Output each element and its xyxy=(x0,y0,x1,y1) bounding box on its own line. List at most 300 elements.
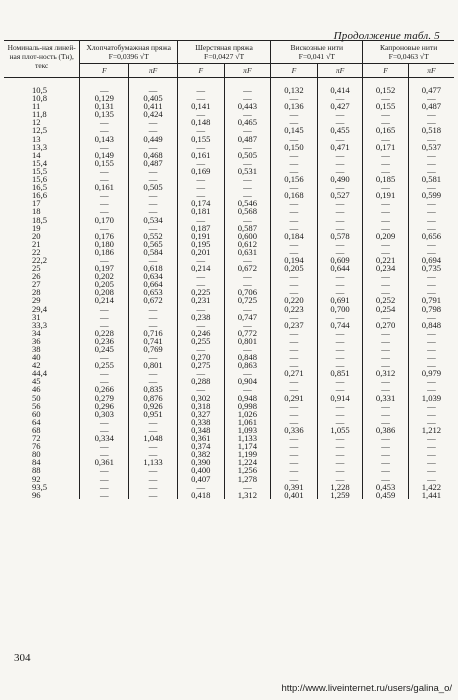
value-cell: 0,296 xyxy=(80,402,129,410)
value-cell: 1,039 xyxy=(421,392,442,403)
value-cell: — xyxy=(271,361,318,369)
value-cell: 0,487 xyxy=(129,159,178,167)
value-cell: — xyxy=(317,434,363,442)
value-cell: 0,275 xyxy=(177,361,224,369)
value-cell: — xyxy=(317,199,363,207)
value-cell: 0,801 xyxy=(224,337,271,345)
value-cell: — xyxy=(224,86,271,94)
value-cell: — xyxy=(427,384,436,395)
value-cell: — xyxy=(363,159,409,167)
value-cell: — xyxy=(177,385,224,393)
value-cell: 1,212 xyxy=(421,424,442,435)
value-cell: 0,225 xyxy=(177,288,224,296)
value-cell: 0,706 xyxy=(224,288,271,296)
value-cell: 0,202 xyxy=(80,272,129,280)
density-cell: 11,8 xyxy=(4,110,80,118)
value-cell: — xyxy=(177,94,224,102)
value-cell: 0,769 xyxy=(129,345,178,353)
value-cell: — xyxy=(427,449,436,460)
value-cell: 0,214 xyxy=(177,264,224,272)
value-cell: — xyxy=(80,321,129,329)
value-cell: — xyxy=(129,369,178,377)
density-cell: 15,6 xyxy=(4,175,80,183)
value-cell: — xyxy=(80,256,129,264)
value-cell: 0,171 xyxy=(363,143,409,151)
value-cell: 0,220 xyxy=(271,296,318,304)
value-cell: — xyxy=(271,183,318,191)
value-cell: 0,998 xyxy=(224,402,271,410)
value-cell: — xyxy=(427,222,436,233)
value-cell: — xyxy=(427,352,436,363)
value-cell: — xyxy=(427,473,436,484)
value-cell: — xyxy=(317,183,363,191)
value-cell: — xyxy=(363,345,409,353)
value-cell: 0,209 xyxy=(363,232,409,240)
value-cell: — xyxy=(271,385,318,393)
value-cell: 0,505 xyxy=(224,151,271,159)
value-cell: 0,135 xyxy=(80,110,129,118)
value-cell: — xyxy=(363,216,409,224)
value-cell: — xyxy=(427,416,436,427)
value-cell: — xyxy=(427,376,436,387)
value-cell: — xyxy=(271,224,318,232)
density-cell: 96 xyxy=(4,491,80,499)
value-cell: — xyxy=(271,280,318,288)
value-cell: — xyxy=(317,418,363,426)
value-cell: 0,505 xyxy=(129,183,178,191)
value-cell: 0,716 xyxy=(129,329,178,337)
value-cell: — xyxy=(80,118,129,126)
value-cell: 1,133 xyxy=(224,434,271,442)
value-cell: — xyxy=(224,272,271,280)
subheader-cell: F xyxy=(80,64,129,78)
value-cell: — xyxy=(177,321,224,329)
value-cell: — xyxy=(427,344,436,354)
value-cell: — xyxy=(271,248,318,256)
value-cell: 0,581 xyxy=(421,174,442,185)
value-cell: — xyxy=(363,167,409,175)
value-cell: — xyxy=(224,321,271,329)
density-cell: 45 xyxy=(4,377,80,385)
density-cell: 12,5 xyxy=(4,126,80,134)
value-cell: 0,195 xyxy=(177,240,224,248)
value-cell: — xyxy=(427,311,436,322)
value-cell: 0,214 xyxy=(80,296,129,304)
value-cell: 0,926 xyxy=(129,402,178,410)
value-cell: 0,361 xyxy=(177,434,224,442)
value-cell: — xyxy=(363,337,409,345)
value-cell: 0,234 xyxy=(363,264,409,272)
value-cell: 0,772 xyxy=(224,329,271,337)
density-cell: 50 xyxy=(4,394,80,402)
value-cell: — xyxy=(317,135,363,143)
value-cell: — xyxy=(317,280,363,288)
value-cell: 0,266 xyxy=(80,385,129,393)
value-cell: — xyxy=(317,207,363,215)
value-cell: — xyxy=(80,191,129,199)
value-cell: 0,744 xyxy=(317,321,363,329)
value-cell: — xyxy=(177,483,224,491)
value-cell: — xyxy=(427,133,436,144)
value-cell: 0,136 xyxy=(271,102,318,110)
value-cell: — xyxy=(224,94,271,102)
value-cell: 0,465 xyxy=(224,118,271,126)
value-cell: 1,278 xyxy=(224,475,271,483)
value-cell: 0,143 xyxy=(80,135,129,143)
density-cell: 29 xyxy=(4,296,80,304)
value-cell: — xyxy=(317,118,363,126)
group-header-capron xyxy=(363,41,454,64)
value-cell: 0,599 xyxy=(421,190,442,201)
value-cell: 0,191 xyxy=(363,191,409,199)
value-cell: — xyxy=(224,483,271,491)
value-cell: — xyxy=(177,86,224,94)
value-cell: — xyxy=(317,224,363,232)
value-cell: 1,174 xyxy=(224,442,271,450)
value-cell: 0,914 xyxy=(317,394,363,402)
value-cell: 0,653 xyxy=(129,288,178,296)
value-cell: — xyxy=(80,199,129,207)
value-cell: — xyxy=(129,377,178,385)
value-cell: — xyxy=(80,313,129,321)
value-cell: 0,336 xyxy=(271,426,318,434)
density-cell: 29,4 xyxy=(4,305,80,313)
value-cell: — xyxy=(427,360,436,371)
value-cell: — xyxy=(80,442,129,450)
density-cell: 28 xyxy=(4,288,80,296)
density-cell: 13,3 xyxy=(4,143,80,151)
value-cell: 0,246 xyxy=(177,329,224,337)
value-cell: — xyxy=(80,207,129,215)
value-cell: 0,490 xyxy=(317,175,363,183)
value-cell: — xyxy=(80,466,129,474)
value-cell: — xyxy=(317,475,363,483)
density-cell: 26 xyxy=(4,272,80,280)
value-cell: — xyxy=(363,442,409,450)
value-cell: — xyxy=(363,151,409,159)
value-cell: — xyxy=(317,377,363,385)
value-cell: — xyxy=(427,465,436,476)
value-cell: 0,184 xyxy=(271,232,318,240)
value-cell: 0,725 xyxy=(224,296,271,304)
value-cell: 0,863 xyxy=(224,361,271,369)
value-cell: — xyxy=(129,167,178,175)
value-cell: — xyxy=(271,475,318,483)
value-cell: 0,568 xyxy=(224,207,271,215)
value-cell: 0,161 xyxy=(80,183,129,191)
value-cell: 0,348 xyxy=(177,426,224,434)
value-cell: — xyxy=(271,135,318,143)
value-cell: — xyxy=(363,94,409,102)
value-cell: 0,391 xyxy=(271,483,318,491)
value-cell: — xyxy=(271,345,318,353)
value-cell: — xyxy=(427,441,436,452)
value-cell: — xyxy=(271,410,318,418)
value-cell: 0,534 xyxy=(129,216,178,224)
value-cell: — xyxy=(427,271,436,282)
value-cell: — xyxy=(317,361,363,369)
value-cell: — xyxy=(129,450,178,458)
value-cell: 1,228 xyxy=(317,483,363,491)
value-cell: 0,951 xyxy=(129,410,178,418)
value-cell: — xyxy=(80,305,129,313)
value-cell: 0,231 xyxy=(177,296,224,304)
density-cell: 72 xyxy=(4,434,80,442)
value-cell: 0,612 xyxy=(224,240,271,248)
value-cell: 0,477 xyxy=(421,85,442,95)
value-cell: 0,631 xyxy=(224,248,271,256)
value-cell: — xyxy=(317,216,363,224)
value-cell: — xyxy=(427,117,436,128)
value-cell: — xyxy=(363,288,409,296)
value-cell: 0,236 xyxy=(80,337,129,345)
value-cell: — xyxy=(80,126,129,134)
value-cell: — xyxy=(80,475,129,483)
value-cell: 0,449 xyxy=(129,135,178,143)
subheader-cell: F xyxy=(363,64,409,78)
value-cell: — xyxy=(224,126,271,134)
value-cell: 0,205 xyxy=(80,280,129,288)
value-cell: — xyxy=(363,207,409,215)
value-cell: — xyxy=(129,256,178,264)
value-cell: — xyxy=(363,248,409,256)
value-cell: — xyxy=(177,143,224,151)
value-cell: 0,531 xyxy=(224,167,271,175)
value-cell: — xyxy=(224,175,271,183)
value-cell: 1,055 xyxy=(317,426,363,434)
value-cell: — xyxy=(177,216,224,224)
group-formula: F=0,041 √T xyxy=(298,52,335,61)
value-cell: — xyxy=(271,458,318,466)
value-cell: 0,382 xyxy=(177,450,224,458)
density-cell: 11 xyxy=(4,102,80,110)
value-cell: — xyxy=(427,93,436,104)
value-cell: 0,979 xyxy=(421,368,442,379)
value-cell: — xyxy=(129,466,178,474)
value-cell: 0,187 xyxy=(177,224,224,232)
value-cell: — xyxy=(317,159,363,167)
value-cell: — xyxy=(363,272,409,280)
value-cell: — xyxy=(177,280,224,288)
value-cell: 0,835 xyxy=(129,385,178,393)
value-cell: 0,848 xyxy=(224,353,271,361)
value-cell: 0,361 xyxy=(80,458,129,466)
subheader-cell: F xyxy=(271,64,318,78)
value-cell: — xyxy=(129,207,178,215)
value-cell: — xyxy=(427,408,436,419)
value-cell: — xyxy=(271,442,318,450)
value-cell: — xyxy=(427,279,436,290)
density-cell: 31 xyxy=(4,313,80,321)
density-cell: 25 xyxy=(4,264,80,272)
value-cell: — xyxy=(317,345,363,353)
value-cell: — xyxy=(129,353,178,361)
value-cell: — xyxy=(129,126,178,134)
density-cell: 22,2 xyxy=(4,256,80,264)
value-cell: — xyxy=(363,280,409,288)
value-cell: 0,185 xyxy=(363,175,409,183)
value-cell: 1,224 xyxy=(224,458,271,466)
value-cell: 1,133 xyxy=(129,458,178,466)
value-cell: 0,600 xyxy=(224,232,271,240)
density-cell: 20 xyxy=(4,232,80,240)
subheader-cell: πF xyxy=(317,64,363,78)
value-cell: — xyxy=(317,410,363,418)
value-cell: — xyxy=(80,143,129,151)
value-cell: — xyxy=(363,199,409,207)
value-cell: — xyxy=(317,402,363,410)
value-cell: — xyxy=(80,369,129,377)
value-cell: — xyxy=(427,335,436,346)
density-cell: 16,5 xyxy=(4,183,80,191)
value-cell: 0,152 xyxy=(363,86,409,94)
value-cell: 0,155 xyxy=(80,159,129,167)
subheader-cell: πF xyxy=(129,64,178,78)
subheader-cell: πF xyxy=(224,64,271,78)
value-cell: 0,552 xyxy=(129,232,178,240)
group-title: Шерстяная пряжа xyxy=(195,43,253,52)
subheader-cell: πF xyxy=(408,64,454,78)
value-cell: — xyxy=(363,418,409,426)
value-cell: — xyxy=(317,337,363,345)
value-cell: 0,176 xyxy=(80,232,129,240)
value-cell: 0,149 xyxy=(80,151,129,159)
value-cell: — xyxy=(271,450,318,458)
value-cell: 0,131 xyxy=(80,102,129,110)
value-cell: — xyxy=(363,118,409,126)
value-cell: 0,180 xyxy=(80,240,129,248)
density-cell: 14 xyxy=(4,151,80,159)
value-cell: — xyxy=(224,191,271,199)
value-cell: 0,302 xyxy=(177,394,224,402)
value-cell: 0,221 xyxy=(363,256,409,264)
value-cell: — xyxy=(363,458,409,466)
density-cell: 17 xyxy=(4,199,80,207)
value-cell: — xyxy=(317,450,363,458)
value-cell: 1,312 xyxy=(224,491,271,499)
value-cell: — xyxy=(224,385,271,393)
value-cell: — xyxy=(317,94,363,102)
value-cell: 0,161 xyxy=(177,151,224,159)
value-cell: — xyxy=(271,240,318,248)
value-cell: 0,453 xyxy=(363,483,409,491)
value-cell: — xyxy=(80,86,129,94)
value-cell: 0,174 xyxy=(177,199,224,207)
value-cell: 0,156 xyxy=(271,175,318,183)
value-cell: 0,155 xyxy=(363,102,409,110)
density-cell: 27 xyxy=(4,280,80,288)
value-cell: — xyxy=(317,353,363,361)
value-cell: 0,904 xyxy=(224,377,271,385)
value-cell: — xyxy=(363,313,409,321)
value-cell: — xyxy=(271,167,318,175)
value-cell: 0,245 xyxy=(80,345,129,353)
group-formula: F=0,0396 √T xyxy=(108,52,149,61)
value-cell: 0,132 xyxy=(271,86,318,94)
value-cell: 0,148 xyxy=(177,118,224,126)
data-table-container xyxy=(4,40,454,499)
value-cell: — xyxy=(80,377,129,385)
value-cell: — xyxy=(80,483,129,491)
value-cell: 0,169 xyxy=(177,167,224,175)
value-cell: 0,129 xyxy=(80,94,129,102)
value-cell: 0,414 xyxy=(317,86,363,94)
value-cell: 0,254 xyxy=(363,305,409,313)
value-cell: — xyxy=(177,159,224,167)
value-cell: — xyxy=(363,240,409,248)
value-cell: 0,801 xyxy=(129,361,178,369)
value-cell: 0,327 xyxy=(177,410,224,418)
value-cell: 0,194 xyxy=(271,256,318,264)
value-cell: — xyxy=(129,191,178,199)
value-cell: 1,256 xyxy=(224,466,271,474)
density-cell: 36 xyxy=(4,337,80,345)
value-cell: 0,181 xyxy=(177,207,224,215)
value-cell: 0,468 xyxy=(129,151,178,159)
value-cell: — xyxy=(271,329,318,337)
value-cell: 1,441 xyxy=(421,489,442,500)
group-formula: F=0,0463 √T xyxy=(388,52,429,61)
value-cell: — xyxy=(129,475,178,483)
value-cell: 0,418 xyxy=(177,491,224,499)
value-cell: 0,252 xyxy=(363,296,409,304)
value-cell: — xyxy=(317,313,363,321)
value-cell: — xyxy=(224,159,271,167)
value-cell: 0,270 xyxy=(363,321,409,329)
value-cell: 0,205 xyxy=(271,264,318,272)
value-cell: — xyxy=(427,182,436,193)
value-cell: 0,255 xyxy=(177,337,224,345)
value-cell: 0,400 xyxy=(177,466,224,474)
value-cell: 0,288 xyxy=(177,377,224,385)
group-header-wool xyxy=(177,41,270,64)
value-cell: — xyxy=(129,199,178,207)
value-cell: 0,291 xyxy=(271,394,318,402)
value-cell: 0,876 xyxy=(129,394,178,402)
value-cell: — xyxy=(271,110,318,118)
value-cell: — xyxy=(224,143,271,151)
density-cell: 21 xyxy=(4,240,80,248)
value-cell: — xyxy=(271,337,318,345)
value-cell: 0,851 xyxy=(317,369,363,377)
value-cell: — xyxy=(271,434,318,442)
value-cell: — xyxy=(427,214,436,225)
value-cell: — xyxy=(427,149,436,160)
value-cell: — xyxy=(427,206,436,217)
value-cell: — xyxy=(80,418,129,426)
density-cell: 46 xyxy=(4,385,80,393)
value-cell: — xyxy=(80,175,129,183)
value-cell: 0,537 xyxy=(421,141,442,152)
value-cell: 0,424 xyxy=(129,110,178,118)
group-formula: F=0,0427 √T xyxy=(204,52,245,61)
value-cell: 1,199 xyxy=(224,450,271,458)
value-cell: — xyxy=(363,329,409,337)
value-cell: — xyxy=(427,157,436,168)
value-cell: 0,168 xyxy=(271,191,318,199)
value-cell: — xyxy=(177,110,224,118)
density-cell: 64 xyxy=(4,418,80,426)
value-cell: — xyxy=(317,466,363,474)
value-cell: — xyxy=(363,450,409,458)
value-cell: 0,228 xyxy=(80,329,129,337)
value-cell: — xyxy=(363,224,409,232)
value-cell: — xyxy=(80,167,129,175)
value-cell: — xyxy=(129,313,178,321)
density-cell: 44,4 xyxy=(4,369,80,377)
value-cell: — xyxy=(363,410,409,418)
value-cell: 0,443 xyxy=(224,102,271,110)
